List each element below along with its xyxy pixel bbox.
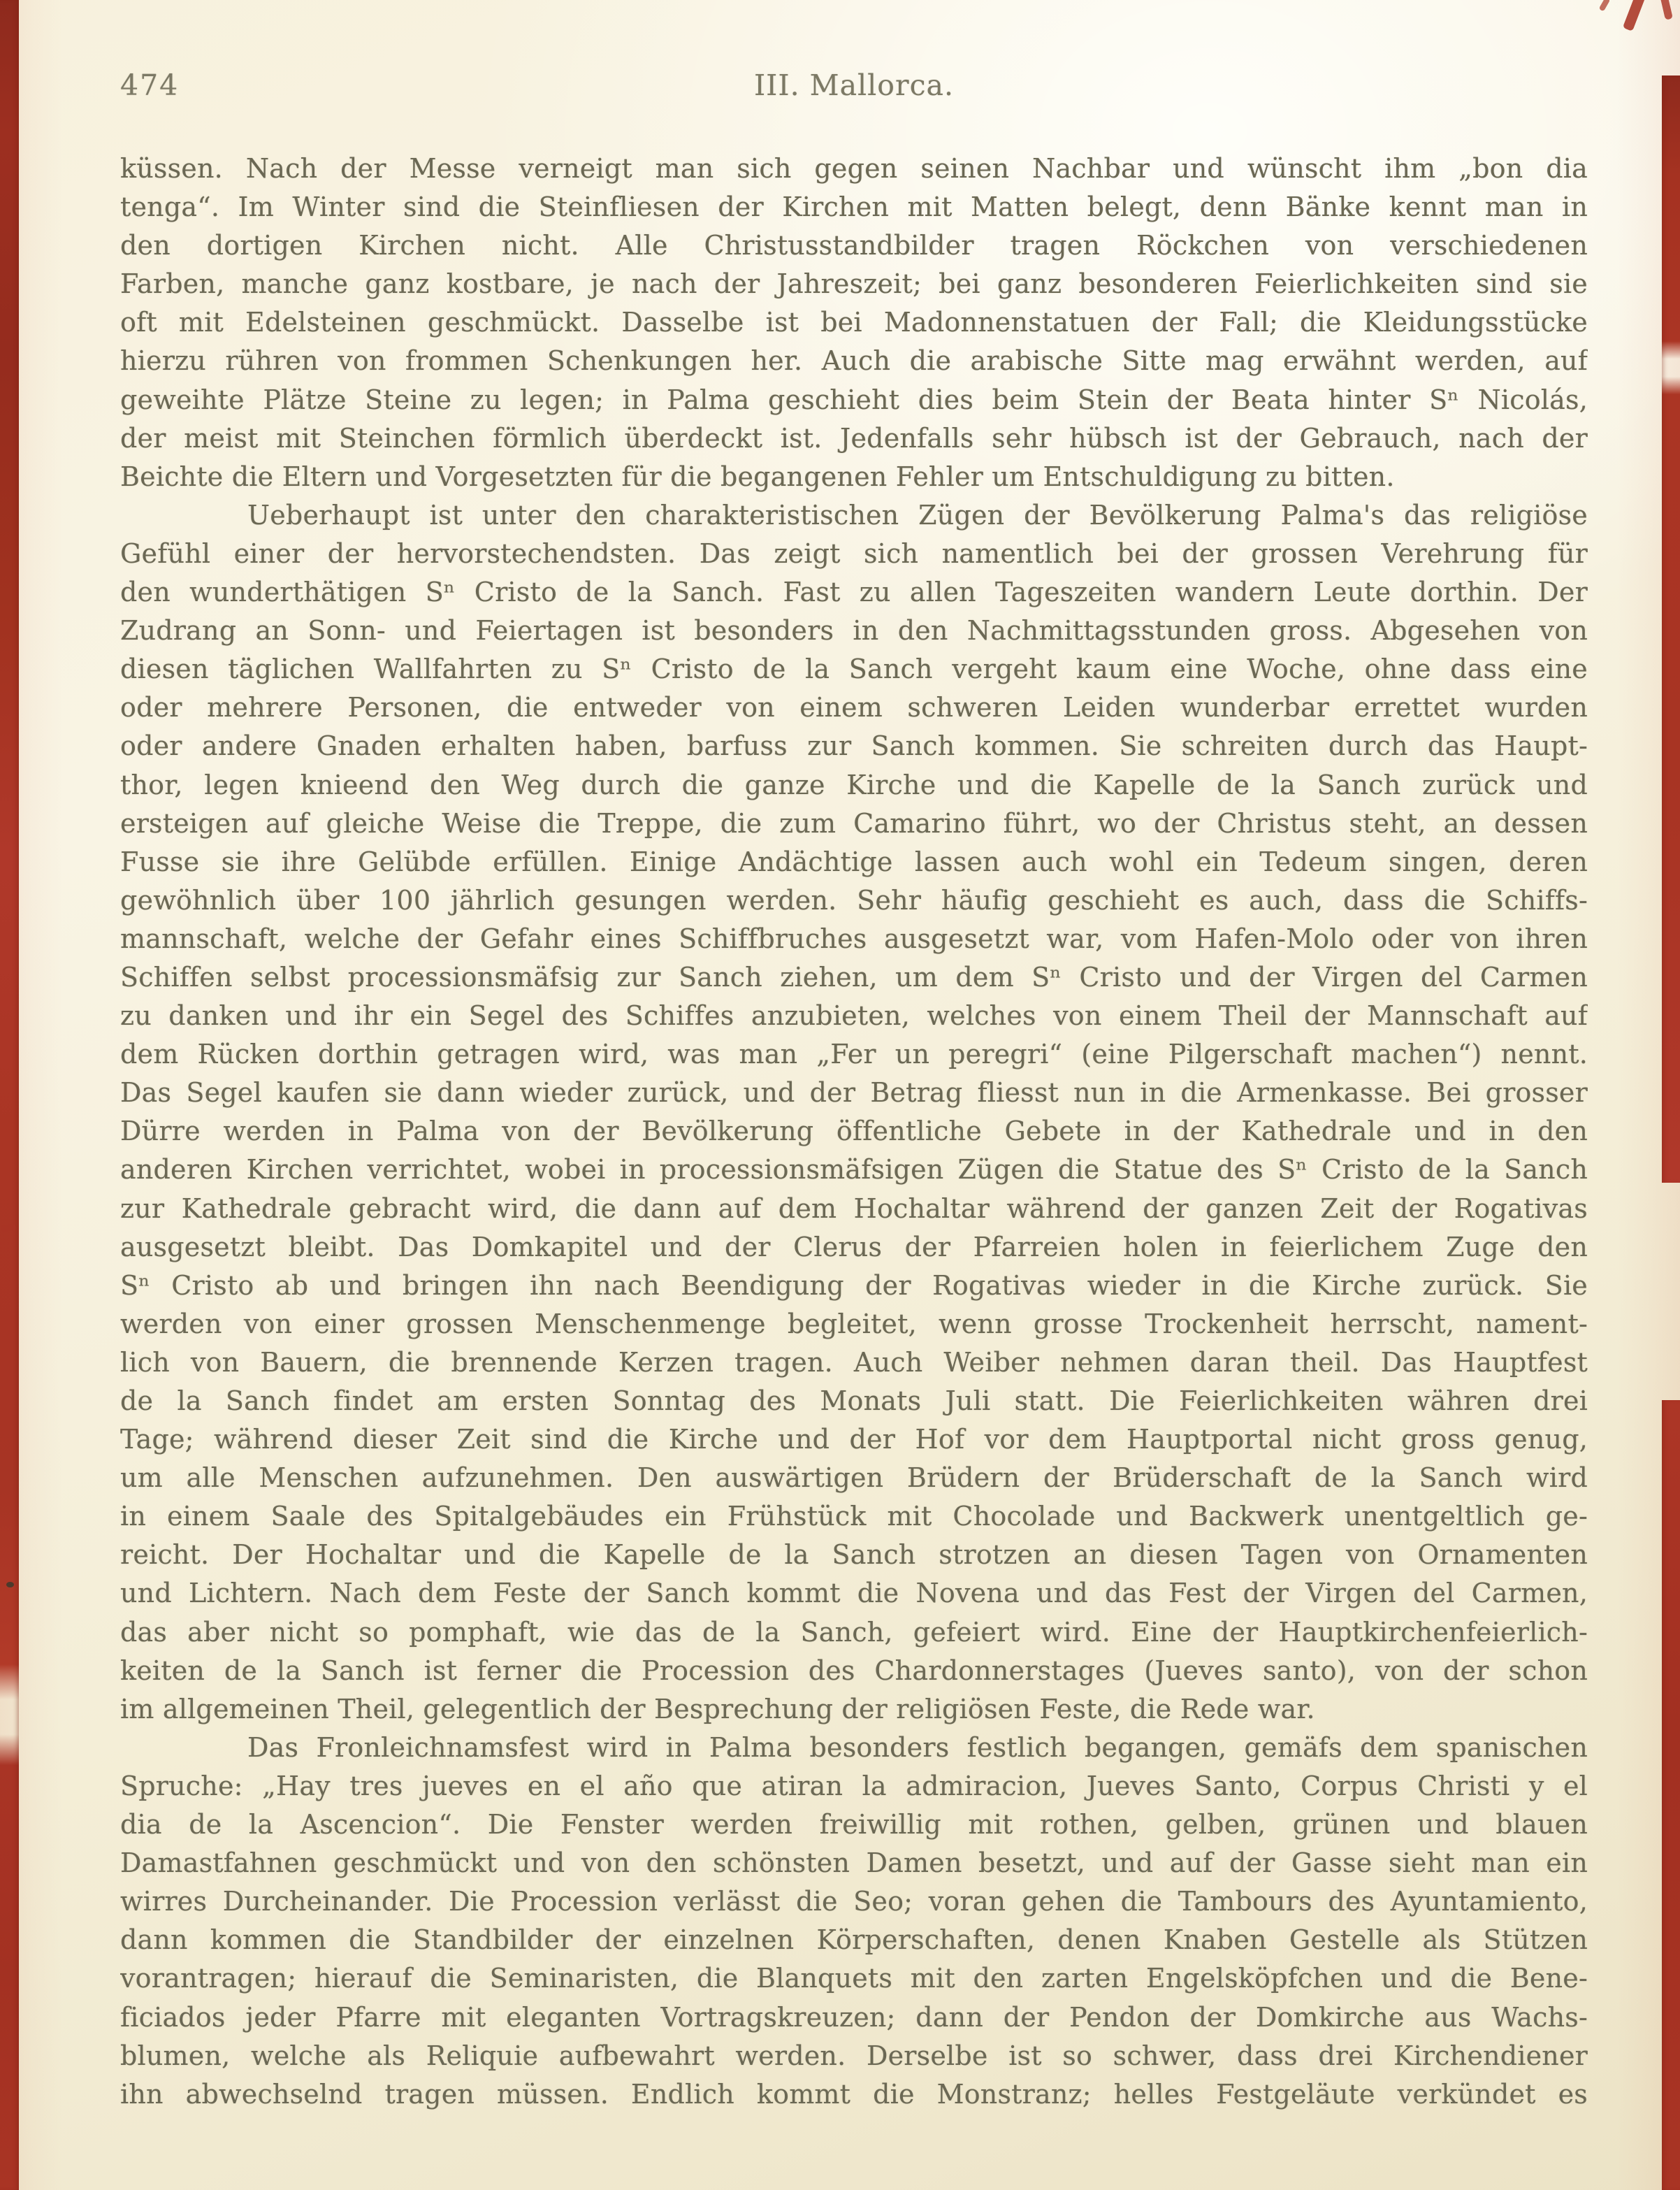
page-edge-tint-left	[0, 0, 19, 2190]
text-line: Zudrang an Sonn- und Feiertagen ist besonders in den Nachmittagsstunden gross. Abgesehen von	[120, 615, 1588, 647]
ink-speck	[6, 1582, 14, 1587]
page-edge-tint-right-lower	[1662, 1400, 1680, 2190]
text-line: zu danken und ihr ein Segel des Schiffes anzubieten, welches von einem Theil der Mannschaft auf	[120, 1000, 1588, 1032]
text-line: Ueberhaupt ist unter den charakteristischen Zügen der Bevölkerung Palma's das religiöse	[247, 499, 1588, 531]
text-line: dem Rücken dorthin getragen wird, was man „Fer un peregri“ (eine Pilgerschaft machen“) nennt.	[120, 1039, 1588, 1070]
text-line: Beichte die Eltern und Vorgesetzten für die begangenen Fehler um Entschuldigung zu bitten.	[120, 461, 1395, 492]
text-line: oder andere Gnaden erhalten haben, barfuss zur Sanch kommen. Sie schreiten durch das Haupt-	[120, 730, 1588, 762]
text-line: Spruche: „Hay tres jueves en el año que atiran la admiracion, Jueves Santo, Corpus Christi y el	[120, 1770, 1588, 1801]
page-edge-tint-right-upper	[1662, 75, 1680, 1183]
text-line: Farben, manche ganz kostbare, je nach der Jahreszeit; bei ganz besonderen Feierlichkeiten sind sie	[120, 268, 1588, 300]
running-title: III. Mallorca.	[753, 69, 955, 102]
text-line: de la Sanch findet am ersten Sonntag des Monats Juli statt. Die Feierlichkeiten währen drei	[120, 1385, 1588, 1416]
edge-stain-mark	[1, 1224, 16, 1231]
text-line: dann kommen die Standbilder der einzelnen Körperschaften, denen Knaben Gestelle als Stützen	[120, 1924, 1588, 1956]
text-line: den dortigen Kirchen nicht. Alle Christusstandbilder tragen Röckchen von verschiedenen	[120, 230, 1588, 261]
text-line: zur Kathedrale gebracht wird, die dann auf dem Hochaltar während der ganzen Zeit der Rogativas	[120, 1193, 1588, 1224]
text-line: Fusse sie ihre Gelübde erfüllen. Einige Andächtige lassen auch wohl ein Tedeum singen, deren	[120, 846, 1588, 877]
text-line: küssen. Nach der Messe verneigt man sich gegen seinen Nachbar und wünscht ihm „bon dia	[120, 153, 1588, 184]
text-line: anderen Kirchen verrichtet, wobei in processionsmäfsigen Zügen die Statue des Sⁿ Cristo de la Sanch	[120, 1154, 1588, 1186]
text-line: Das Segel kaufen sie dann wieder zurück, und der Betrag fliesst nun in die Armenkasse. Bei grosser	[120, 1077, 1588, 1109]
text-line: ficiados jeder Pfarre mit eleganten Vortragskreuzen; dann der Pendon der Domkirche aus Wachs-	[120, 2001, 1588, 2033]
text-line: Sⁿ Cristo ab und bringen ihn nach Beendigung der Rogativas wieder in die Kirche zurück. Sie	[120, 1269, 1588, 1301]
corner-stain-mark	[1599, 0, 1611, 12]
text-line: im allgemeinen Theil, gelegentlich der Besprechung der religiösen Feste, die Rede war.	[120, 1693, 1315, 1724]
text-line: ihn abwechselnd tragen müssen. Endlich kommt die Monstranz; helles Festgeläute verkündet es	[120, 2078, 1588, 2110]
corner-stain-mark	[1623, 0, 1646, 31]
text-line: mannschaft, welche der Gefahr eines Schiffbruches ausgesetzt war, vom Hafen-Molo oder von ihren	[120, 923, 1588, 954]
text-line: ausgesetzt bleibt. Das Domkapitel und der Clerus der Pfarreien holen in feierlichem Zuge den	[120, 1231, 1588, 1262]
text-line: thor, legen knieend den Weg durch die ganze Kirche und die Kapelle de la Sanch zurück und	[120, 769, 1588, 800]
body-text	[120, 150, 1588, 2114]
text-line: Das Fronleichnamsfest wird in Palma besonders festlich begangen, gemäfs dem spanischen	[247, 1731, 1588, 1763]
text-line: lich von Bauern, die brennende Kerzen tragen. Auch Weiber nehmen daran theil. Das Hauptfest	[120, 1346, 1588, 1378]
page-header	[120, 66, 1588, 105]
text-line: werden von einer grossen Menschenmenge begleitet, wenn grosse Trockenheit herrscht, nament-	[120, 1308, 1588, 1339]
text-line: ersteigen auf gleiche Weise die Treppe, die zum Camarino führt, wo der Christus steht, an dessen	[120, 807, 1588, 839]
corner-stain-mark	[1660, 0, 1673, 20]
text-line: Dürre werden in Palma von der Bevölkerung öffentliche Gebete in der Kathedrale und in den	[120, 1116, 1588, 1147]
text-line: den wunderthätigen Sⁿ Cristo de la Sanch. Fast zu allen Tageszeiten wandern Leute dorthin. Der	[120, 577, 1588, 608]
text-line: Gefühl einer der hervorstechendsten. Das zeigt sich namentlich bei der grossen Verehrung für	[120, 538, 1588, 569]
text-line: vorantragen; hierauf die Seminaristen, die Blanquets mit den zarten Engelsköpfchen und die Bene-	[120, 1963, 1588, 1994]
text-line: Damastfahnen geschmückt und von den schönsten Damen besetzt, und auf der Gasse sieht man ein	[120, 1847, 1588, 1879]
text-line: um alle Menschen aufzunehmen. Den auswärtigen Brüdern der Brüderschaft de la Sanch wird	[120, 1462, 1588, 1494]
text-line: Tage; während dieser Zeit sind die Kirche und der Hof vor dem Hauptportal nicht gross genug,	[120, 1424, 1588, 1455]
page-number: 474	[120, 69, 180, 102]
text-line: diesen täglichen Wallfahrten zu Sⁿ Cristo de la Sanch vergeht kaum eine Woche, ohne dass eine	[120, 654, 1588, 685]
text-line: keiten de la Sanch ist ferner die Procession des Chardonnerstages (Jueves santo), von der schon	[120, 1655, 1588, 1686]
text-line: geweihte Plätze Steine zu legen; in Palma geschieht dies beim Stein der Beata hinter Sⁿ Nicolás,	[120, 384, 1588, 415]
text-line: tenga“. Im Winter sind die Steinfliesen der Kirchen mit Matten belegt, denn Bänke kennt man in	[120, 192, 1588, 223]
text-line: und Lichtern. Nach dem Feste der Sanch kommt die Novena und das Fest der Virgen del Carmen,	[120, 1578, 1588, 1609]
text-line: oder mehrere Personen, die entweder von einem schweren Leiden wunderbar errettet wurden	[120, 692, 1588, 723]
text-line: reicht. Der Hochaltar und die Kapelle de la Sanch strotzen an diesen Tagen von Ornamenten	[120, 1539, 1588, 1571]
text-line: hierzu rühren von frommen Schenkungen her. Auch die arabische Sitte mag erwähnt werden, auf	[120, 345, 1588, 377]
text-line: das aber nicht so pomphaft, wie das de la Sanch, gefeiert wird. Eine der Hauptkirchenfeierlich-	[120, 1616, 1588, 1648]
text-line: wirres Durcheinander. Die Procession verlässt die Seo; voran gehen die Tambours des Ayuntamiento,	[120, 1886, 1588, 1917]
text-line: gewöhnlich über 100 jährlich gesungen werden. Sehr häufig geschieht es auch, dass die Schiffs-	[120, 884, 1588, 916]
text-line: dia de la Ascencion“. Die Fenster werden freiwillig mit rothen, gelben, grünen und blauen	[120, 1809, 1588, 1840]
text-line: oft mit Edelsteinen geschmückt. Dasselbe ist bei Madonnenstatuen der Fall; die Kleidungsstücke	[120, 307, 1588, 338]
text-line: der meist mit Steinchen förmlich überdeckt ist. Jedenfalls sehr hübsch ist der Gebrauch, nach der	[120, 422, 1588, 454]
text-line: Schiffen selbst processionsmäfsig zur Sanch ziehen, um dem Sⁿ Cristo und der Virgen del Carmen	[120, 961, 1588, 993]
text-line: in einem Saale des Spitalgebäudes ein Frühstück mit Chocolade und Backwerk unentgeltlich ge-	[120, 1501, 1588, 1532]
text-line: blumen, welche als Reliquie aufbewahrt werden. Derselbe ist so schwer, dass drei Kirchendiener	[120, 2040, 1588, 2071]
